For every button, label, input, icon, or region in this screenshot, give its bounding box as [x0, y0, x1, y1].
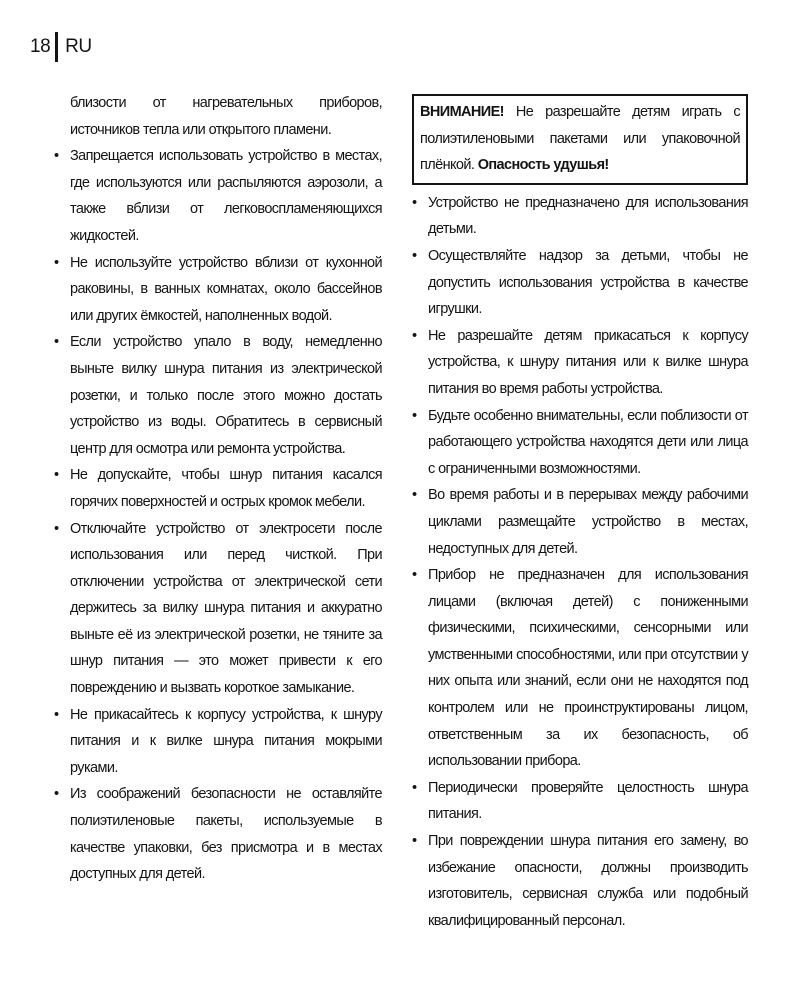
left-column: [54, 90, 382, 888]
bullet-icon: •: [412, 779, 417, 796]
language-code: RU: [65, 36, 92, 57]
list-item: [54, 250, 382, 330]
continuation-text: близости от нагревательных приборов, источников тепла или открытого пламени.: [70, 95, 382, 138]
bullet-icon: •: [412, 833, 417, 850]
bullet-icon: •: [412, 487, 417, 504]
list-item: [412, 562, 748, 775]
bullet-icon: •: [412, 567, 417, 584]
list-item-text: Из соображений безопасности не оставляйте полиэтиленовые пакеты, используемые в качестве упаковки, без присмотра и в местах доступных для детей.: [70, 786, 382, 883]
warning-emphasis: Опасность удушья!: [477, 157, 609, 174]
list-item: [54, 329, 382, 462]
list-item-text: Осуществляйте надзор за детьми, чтобы не допустить использования устройства в качестве игрушки.: [428, 247, 748, 318]
bullet-icon: •: [54, 254, 59, 271]
bullet-icon: •: [412, 327, 417, 344]
bullet-icon: •: [54, 334, 59, 351]
bullet-icon: •: [54, 520, 59, 537]
list-item-text: Запрещается использовать устройство в местах, где используются или распыляются аэрозоли, а также вблизи от легковоспламеняющихся жидкостей.: [70, 148, 382, 244]
bullet-icon: •: [412, 247, 417, 264]
list-item: [412, 403, 748, 483]
list-item: [54, 702, 382, 782]
page-header: [30, 33, 92, 61]
list-item-text: Во время работы и в перерывах между рабочими циклами размещайте устройство в местах, недоступных для детей.: [428, 487, 748, 557]
warning-box: [412, 94, 748, 185]
bullet-icon: •: [412, 194, 417, 211]
list-item-text: Устройство не предназначено для использования детьми.: [428, 194, 748, 238]
list-item: [412, 775, 748, 828]
list-item: [54, 143, 382, 249]
list-item: [54, 516, 382, 702]
header-divider: [55, 32, 58, 62]
right-safety-list: [412, 190, 748, 935]
page-number: 18: [30, 36, 51, 57]
list-item-text: Отключайте устройство от электросети после использования или перед чисткой. При отключении устройства от электрической сети держитесь за вилку шнура питания и аккуратно выньте её из электрической розетки, не тяните за шнур питания — это может привести к его повреждению и вызвать короткое замыкание.: [70, 520, 382, 697]
list-item: [412, 482, 748, 562]
list-item-text: Не допускайте, чтобы шнур питания касался горячих поверхностей и острых кромок мебели.: [70, 467, 382, 510]
bullet-icon: •: [412, 407, 417, 424]
list-item-text: Не используйте устройство вблизи от кухонной раковины, в ванных комнатах, около бассейнов или других ёмкостей, наполненных водой.: [70, 254, 382, 324]
list-item: [412, 828, 748, 934]
list-item-text: Периодически проверяйте целостность шнура питания.: [428, 779, 748, 823]
warning-label: ВНИМАНИЕ!: [420, 104, 504, 120]
list-item-text: При повреждении шнура питания его замену, во избежание опасности, должны производить изготовитель, сервисная служба или подобный квалифицированный персонал.: [428, 833, 748, 929]
bullet-icon: •: [54, 706, 59, 723]
list-item-text: Не разрешайте детям прикасаться к корпусу устройства, к шнуру питания или к вилке шнура питания во время работы устройства.: [428, 327, 748, 397]
list-item-text: Прибор не предназначен для использования лицами (включая детей) с пониженными физическими, психическими, сенсорными или умственными способностями, или при отсутствии у них опыта или знаний, если они не находятся под контролем или не проинструктированы лицом, ответственным за их безопасность, об использовании прибора.: [428, 567, 748, 770]
list-item: [412, 243, 748, 323]
warning-text: Не разрешайте детям играть с полиэтиленовыми пакетами или упаковочной плёнкой.: [420, 104, 740, 174]
list-item-text: Если устройство упало в воду, немедленно выньте вилку шнура питания из электрической розетки, и только после этого можно достать устройство из воды. Обратитесь в сервисный центр для осмотра или ремонта устройства.: [70, 334, 382, 457]
bullet-icon: •: [54, 148, 59, 165]
list-item: [54, 462, 382, 515]
list-item: [412, 323, 748, 403]
bullet-icon: •: [54, 467, 59, 484]
list-item: [54, 781, 382, 887]
left-safety-list: [54, 143, 382, 888]
right-column: [412, 94, 748, 934]
bullet-icon: •: [54, 786, 59, 803]
list-item-text: Будьте особенно внимательны, если поблизости от работающего устройства находятся дети или лица с ограниченными возможностями.: [428, 407, 748, 477]
list-item: [412, 190, 748, 243]
list-item-text: Не прикасайтесь к корпусу устройства, к шнуру питания и к вилке шнура питания мокрыми руками.: [70, 706, 382, 776]
